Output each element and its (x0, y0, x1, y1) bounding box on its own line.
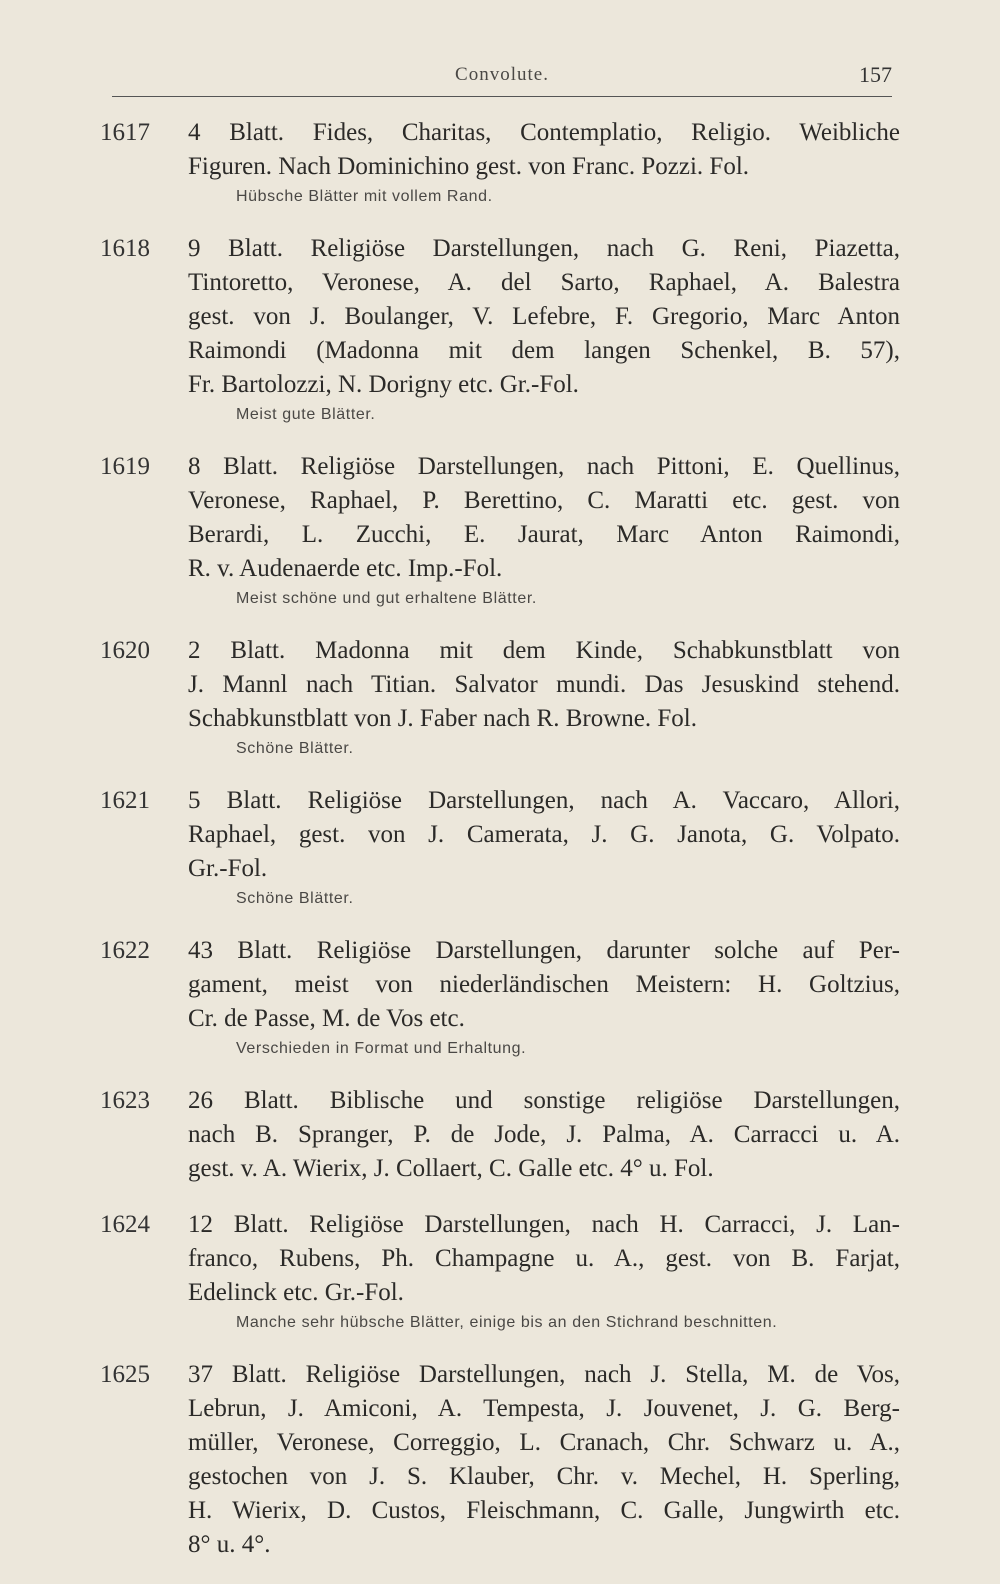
condition-note: Manche sehr hübsche Blätter, einige bis an den Stichrand beschnitten. (236, 1314, 778, 1331)
description-line: gest. v. A. Wierix, J. Collaert, C. Galle etc. 4° u. Fol. (188, 1155, 714, 1182)
description-line: 12 Blatt. Religiöse Darstellungen, nach H. Carracci, J. Lan- (188, 1211, 900, 1238)
description-line: J. Mannl nach Titian. Salvator mundi. Das Jesuskind stehend. (188, 671, 900, 698)
entry-description (188, 450, 900, 586)
description-line: müller, Veronese, Correggio, L. Cranach, Chr. Schwarz u. A., (188, 1429, 900, 1456)
running-head: Convolute. (455, 64, 549, 85)
condition-note: Meist schöne und gut erhaltene Blätter. (236, 590, 537, 607)
catalog-entry (100, 1208, 900, 1336)
condition-note: Verschieden in Format und Erhaltung. (236, 1040, 527, 1057)
description-line: Edelinck etc. Gr.-Fol. (188, 1279, 404, 1306)
lot-number: 1621 (100, 787, 150, 814)
lot-number: 1623 (100, 1087, 150, 1114)
catalog-entry (100, 116, 900, 210)
lot-number: 1619 (100, 453, 150, 480)
description-line: gament, meist von niederländischen Meistern: H. Goltzius, (188, 971, 900, 998)
description-line: 43 Blatt. Religiöse Darstellungen, darunter solche auf Per- (188, 937, 900, 964)
catalog-entry (100, 1358, 900, 1562)
description-line: 8 Blatt. Religiöse Darstellungen, nach Pittoni, E. Quellinus, (188, 453, 900, 480)
description-line: H. Wierix, D. Custos, Fleischmann, C. Galle, Jungwirth etc. (188, 1497, 900, 1524)
description-line: Gr.-Fol. (188, 855, 268, 882)
catalog-entry (100, 232, 900, 428)
lot-number: 1618 (100, 235, 150, 262)
page-number: 157 (859, 62, 892, 87)
description-line: 9 Blatt. Religiöse Darstellungen, nach G. Reni, Piazetta, (188, 235, 900, 262)
catalog-entry (100, 1084, 900, 1186)
entry-description (188, 1084, 900, 1186)
condition-note: Meist gute Blätter. (236, 406, 376, 423)
description-line: R. v. Audenaerde etc. Imp.-Fol. (188, 555, 503, 582)
description-line: 37 Blatt. Religiöse Darstellungen, nach J. Stella, M. de Vos, (188, 1361, 900, 1388)
lot-number: 1625 (100, 1361, 150, 1388)
page-header (112, 62, 892, 97)
description-line: gestochen von J. S. Klauber, Chr. v. Mechel, H. Sperling, (188, 1463, 900, 1490)
description-line: Schabkunstblatt von J. Faber nach R. Browne. Fol. (188, 705, 697, 732)
catalog-entry (100, 784, 900, 912)
description-line: Fr. Bartolozzi, N. Dorigny etc. Gr.-Fol. (188, 371, 579, 398)
catalog-entry (100, 450, 900, 612)
catalog-entries (100, 116, 900, 1584)
description-line: Veronese, Raphael, P. Berettino, C. Maratti etc. gest. von (188, 487, 900, 514)
description-line: Tintoretto, Veronese, A. del Sarto, Raphael, A. Balestra (188, 269, 900, 296)
entry-description (188, 1208, 900, 1310)
condition-note: Schöne Blätter. (236, 890, 354, 907)
description-line: 4 Blatt. Fides, Charitas, Contemplatio, Religio. Weibliche (188, 119, 900, 146)
description-line: Cr. de Passe, M. de Vos etc. (188, 1005, 465, 1032)
description-line: Lebrun, J. Amiconi, A. Tempesta, J. Jouvenet, J. G. Berg- (188, 1395, 900, 1422)
description-line: Berardi, L. Zucchi, E. Jaurat, Marc Anton Raimondi, (188, 521, 900, 548)
entry-description (188, 232, 900, 402)
description-line: 2 Blatt. Madonna mit dem Kinde, Schabkunstblatt von (188, 637, 900, 664)
entry-description (188, 934, 900, 1036)
description-line: nach B. Spranger, P. de Jode, J. Palma, A. Carracci u. A. (188, 1121, 900, 1148)
description-line: 26 Blatt. Biblische und sonstige religiöse Darstellungen, (188, 1087, 900, 1114)
lot-number: 1622 (100, 937, 150, 964)
description-line: Figuren. Nach Dominichino gest. von Franc. Pozzi. Fol. (188, 153, 750, 180)
lot-number: 1624 (100, 1211, 150, 1238)
entry-description (188, 784, 900, 886)
catalog-entry (100, 934, 900, 1062)
entry-description (188, 116, 900, 184)
description-line: 8° u. 4°. (188, 1531, 271, 1558)
catalog-entry (100, 634, 900, 762)
description-line: Raimondi (Madonna mit dem langen Schenkel, B. 57), (188, 337, 900, 364)
lot-number: 1620 (100, 637, 150, 664)
description-line: franco, Rubens, Ph. Champagne u. A., gest. von B. Farjat, (188, 1245, 900, 1272)
entry-description (188, 634, 900, 736)
description-line: gest. von J. Boulanger, V. Lefebre, F. Gregorio, Marc Anton (188, 303, 900, 330)
lot-number: 1617 (100, 119, 150, 146)
description-line: 5 Blatt. Religiöse Darstellungen, nach A. Vaccaro, Allori, (188, 787, 900, 814)
condition-note: Schöne Blätter. (236, 740, 354, 757)
entry-description (188, 1358, 900, 1562)
condition-note: Hübsche Blätter mit vollem Rand. (236, 188, 493, 205)
description-line: Raphael, gest. von J. Camerata, J. G. Janota, G. Volpato. (188, 821, 900, 848)
